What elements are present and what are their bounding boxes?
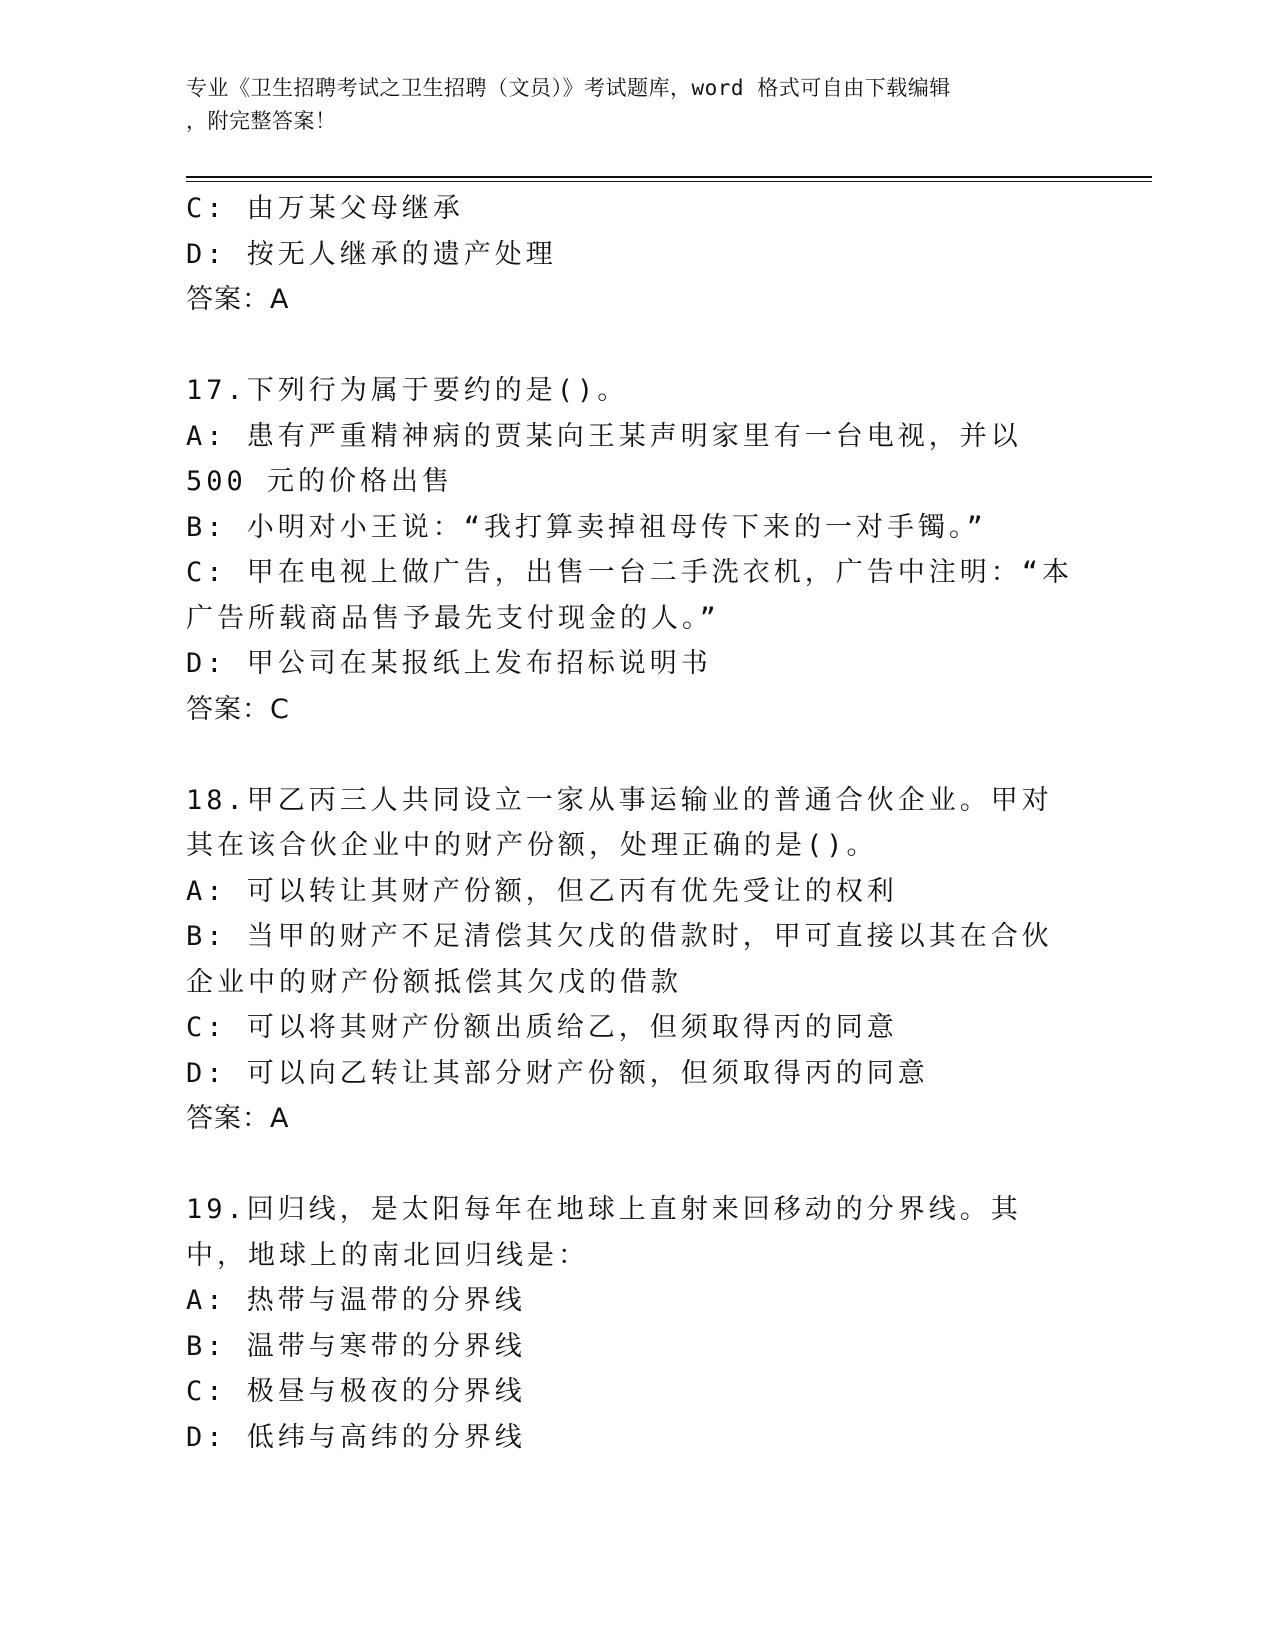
question-17 bbox=[186, 368, 1076, 732]
option-a: A: 热带与温带的分界线 bbox=[186, 1285, 526, 1316]
option-d: D: 低纬与高纬的分界线 bbox=[186, 1421, 526, 1453]
option-d: D: 甲公司在某报纸上发布招标说明书 bbox=[186, 648, 712, 679]
header-divider-thin bbox=[186, 181, 1152, 182]
option-b: B: 小明对小王说：“我打算卖掉祖母传下来的一对手镯。” bbox=[186, 511, 987, 543]
spacer bbox=[186, 323, 1076, 369]
answer-line: 答案：C bbox=[186, 693, 290, 725]
header-line-2: ，附完整答案！ bbox=[186, 109, 337, 133]
option-b: B: 温带与寒带的分界线 bbox=[186, 1330, 526, 1362]
spacer bbox=[186, 1142, 1076, 1188]
option-c: C: 由万某父母继承 bbox=[186, 193, 464, 224]
question-stem: 18.甲乙丙三人共同设立一家从事运输业的普通合伙企业。甲对其在该合伙企业中的财产份额，处理正确的是()。 bbox=[186, 784, 1053, 861]
header-line-1: 专业《卫生招聘考试之卫生招聘（文员）》考试题库，word 格式可自由下载编辑 bbox=[186, 76, 951, 100]
question-19 bbox=[186, 1187, 1076, 1460]
option-a: A: 患有严重精神病的贾某向王某声明家里有一台电视，并以 500 元的价格出售 bbox=[186, 420, 1022, 497]
answer-line: 答案：A bbox=[186, 284, 290, 315]
continued-question-block bbox=[186, 186, 1076, 323]
option-c: C: 极昼与极夜的分界线 bbox=[186, 1376, 526, 1407]
option-c: C: 甲在电视上做广告，出售一台二手洗衣机，广告中注明：“本广告所载商品售予最先支付现金的人。” bbox=[186, 557, 1074, 634]
document-body bbox=[186, 186, 1076, 1460]
spacer bbox=[186, 732, 1076, 778]
question-stem: 19.回归线，是太阳每年在地球上直射来回移动的分界线。其中，地球上的南北回归线是： bbox=[186, 1194, 1022, 1271]
document-header bbox=[186, 72, 1066, 138]
option-a: A: 可以转让其财产份额，但乙丙有优先受让的权利 bbox=[186, 875, 898, 907]
question-stem: 17.下列行为属于要约的是()。 bbox=[186, 375, 629, 406]
option-d: D: 可以向乙转让其部分财产份额，但须取得丙的同意 bbox=[186, 1057, 929, 1089]
header-divider bbox=[186, 176, 1152, 178]
option-b: B: 当甲的财产不足清偿其欠戊的借款时，甲可直接以其在合伙企业中的财产份额抵偿其欠戊的借款 bbox=[186, 921, 1053, 998]
option-c: C: 可以将其财产份额出质给乙，但须取得丙的同意 bbox=[186, 1012, 898, 1043]
option-d: D: 按无人继承的遗产处理 bbox=[186, 238, 557, 270]
answer-line: 答案：A bbox=[186, 1103, 290, 1134]
question-18 bbox=[186, 778, 1076, 1142]
